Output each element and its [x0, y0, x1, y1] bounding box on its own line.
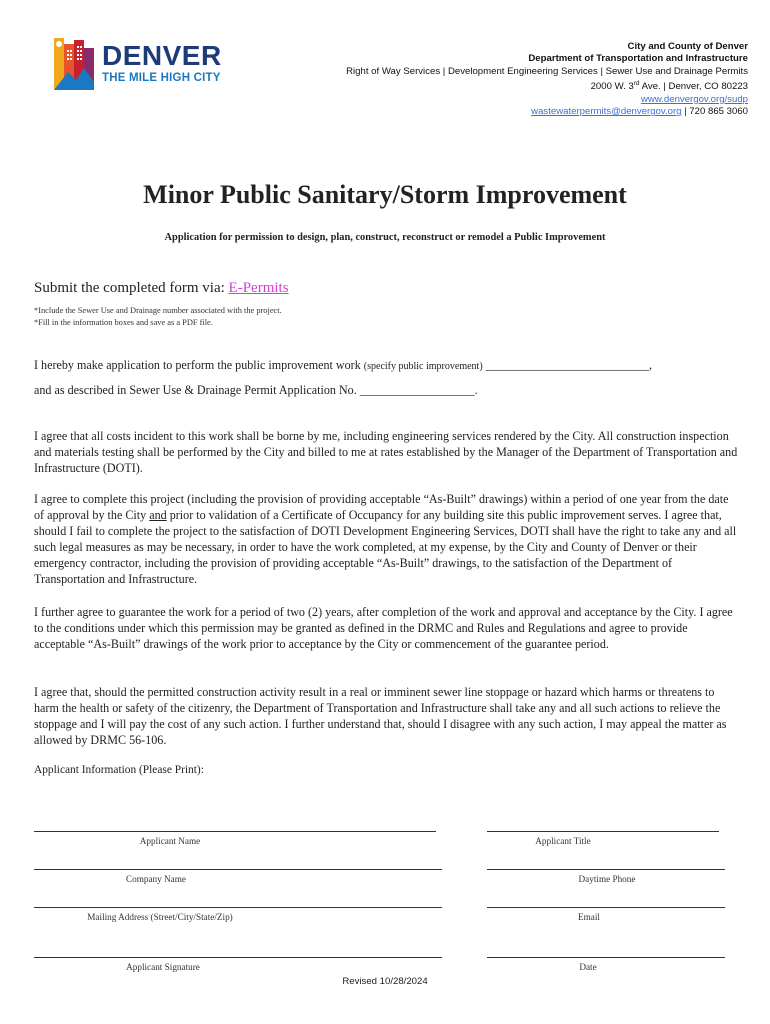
mailing-address-label: Mailing Address (Street/City/State/Zip) — [87, 912, 233, 922]
completion-text-a: I agree to complete this project (including the provision of providing acceptable “As-Built” drawings) within a period of one year from the date of approval by the City — [34, 492, 729, 522]
applicant-name-field[interactable] — [34, 831, 436, 832]
daytime-phone-field[interactable] — [487, 869, 725, 870]
applicant-info-heading: Applicant Information (Please Print): — [34, 764, 204, 776]
address-city: Ave. | Denver, CO 80223 — [639, 81, 748, 93]
improvement-blank: ___________________________, — [482, 358, 652, 372]
revision-date: Revised 10/28/2024 — [342, 976, 428, 987]
page-title: Minor Public Sanitary/Storm Improvement — [143, 180, 627, 209]
services-line: Right of Way Services | Development Engineering Services | Sewer Use and Drainage Permits — [346, 65, 748, 77]
company-name-field[interactable] — [34, 869, 442, 870]
completion-text-b: prior to validation of a Certificate of Occupancy for any building site this public improvement serves. I agree that, should I fail to complete the project to the satisfaction of DOTI Development Engineering Services, DOTI shall have the right to take any and all such legal measures as may be necessary, in order to have the work completed, at my expense, by the City and County of Denver or their emergency contractor, including the provision of providing acceptable “As-Built” drawings, to the satisfaction of the Department of Transportation and Infrastructure. — [34, 508, 737, 586]
date-label: Date — [579, 962, 597, 972]
address-line — [346, 78, 748, 94]
application-line-2: and as described in Sewer Use & Drainage Permit Application No. ___________________. — [34, 383, 478, 397]
application-text: I hereby make application to perform the public improvement work — [34, 358, 364, 372]
mailing-address-field[interactable] — [34, 907, 442, 908]
applicant-title-field[interactable] — [487, 831, 719, 832]
org-name: City and County of Denver — [627, 41, 748, 52]
submit-instructions — [34, 280, 289, 297]
note-fill-form: *Fill in the information boxes and save as a PDF file. — [34, 318, 213, 327]
paragraph-costs: I agree that all costs incident to this work shall be borne by me, including engineering services rendered by the City. All construction inspection and materials testing shall be performed by the City and billed to me at rates established by the Manager of the Department of Transportation and Infrastructure (DOTI). — [34, 429, 738, 475]
address-street: 2000 W. 3 — [590, 81, 634, 93]
applicant-signature-label: Applicant Signature — [126, 962, 200, 972]
denver-logo — [54, 38, 222, 90]
submit-prefix: Submit the completed form via: — [34, 280, 229, 296]
e-permits-link[interactable]: E-Permits — [228, 280, 289, 296]
page-subtitle: Application for permission to design, plan, construct, reconstruct or remodel a Public Improvement — [164, 232, 606, 243]
application-line-1 — [34, 357, 740, 375]
application-hint: (specify public improvement) — [363, 361, 483, 372]
contact-header — [346, 41, 748, 119]
paragraph-guarantee: I further agree to guarantee the work for a period of two (2) years, after completion of the work and approval and acceptance by the City. I agree to the conditions under which this permission may be granted as defined in the DRMC and Rules and Regulations and agree to provide acceptable “As-Built” drawings of the work prior to acceptance by the City or commencement of the guarantee period. — [34, 605, 733, 651]
date-field[interactable] — [487, 957, 725, 958]
email-label: Email — [578, 912, 600, 922]
completion-underlined: and — [149, 508, 167, 522]
email-field[interactable] — [487, 907, 725, 908]
paragraph-completion — [34, 491, 740, 587]
logo-wordmark: DENVER — [102, 40, 222, 71]
address-suffix: rd — [633, 80, 640, 88]
applicant-title-label: Applicant Title — [535, 836, 591, 846]
website-link[interactable]: www.denvergov.org/sudp — [640, 93, 748, 105]
phone-number: | 720 865 3060 — [681, 106, 748, 118]
logo-tagline: THE MILE HIGH CITY — [102, 72, 221, 84]
note-sewer-number: *Include the Sewer Use and Drainage number associated with the project. — [34, 306, 282, 315]
department-name: Department of Transportation and Infrastructure — [528, 53, 748, 65]
paragraph-stoppage: I agree that, should the permitted construction activity result in a real or imminent sewer line stoppage or hazard which harms or threatens to harm the health or safety of the citizenry, the Department of Transportation and Infrastructure shall take any and all such actions to relieve the stoppage and I will pay the cost of any such action. I further understand that, should I disagree with any such action, I may appeal the matter as allowed by DRMC 56-106. — [34, 685, 727, 747]
denver-logo-mark-icon — [54, 38, 94, 90]
daytime-phone-label: Daytime Phone — [578, 874, 636, 884]
applicant-signature-field[interactable] — [34, 957, 442, 958]
company-name-label: Company Name — [126, 874, 186, 884]
email-link[interactable]: wastewaterpermits@denvergov.org — [531, 106, 682, 118]
applicant-name-label: Applicant Name — [139, 836, 201, 846]
